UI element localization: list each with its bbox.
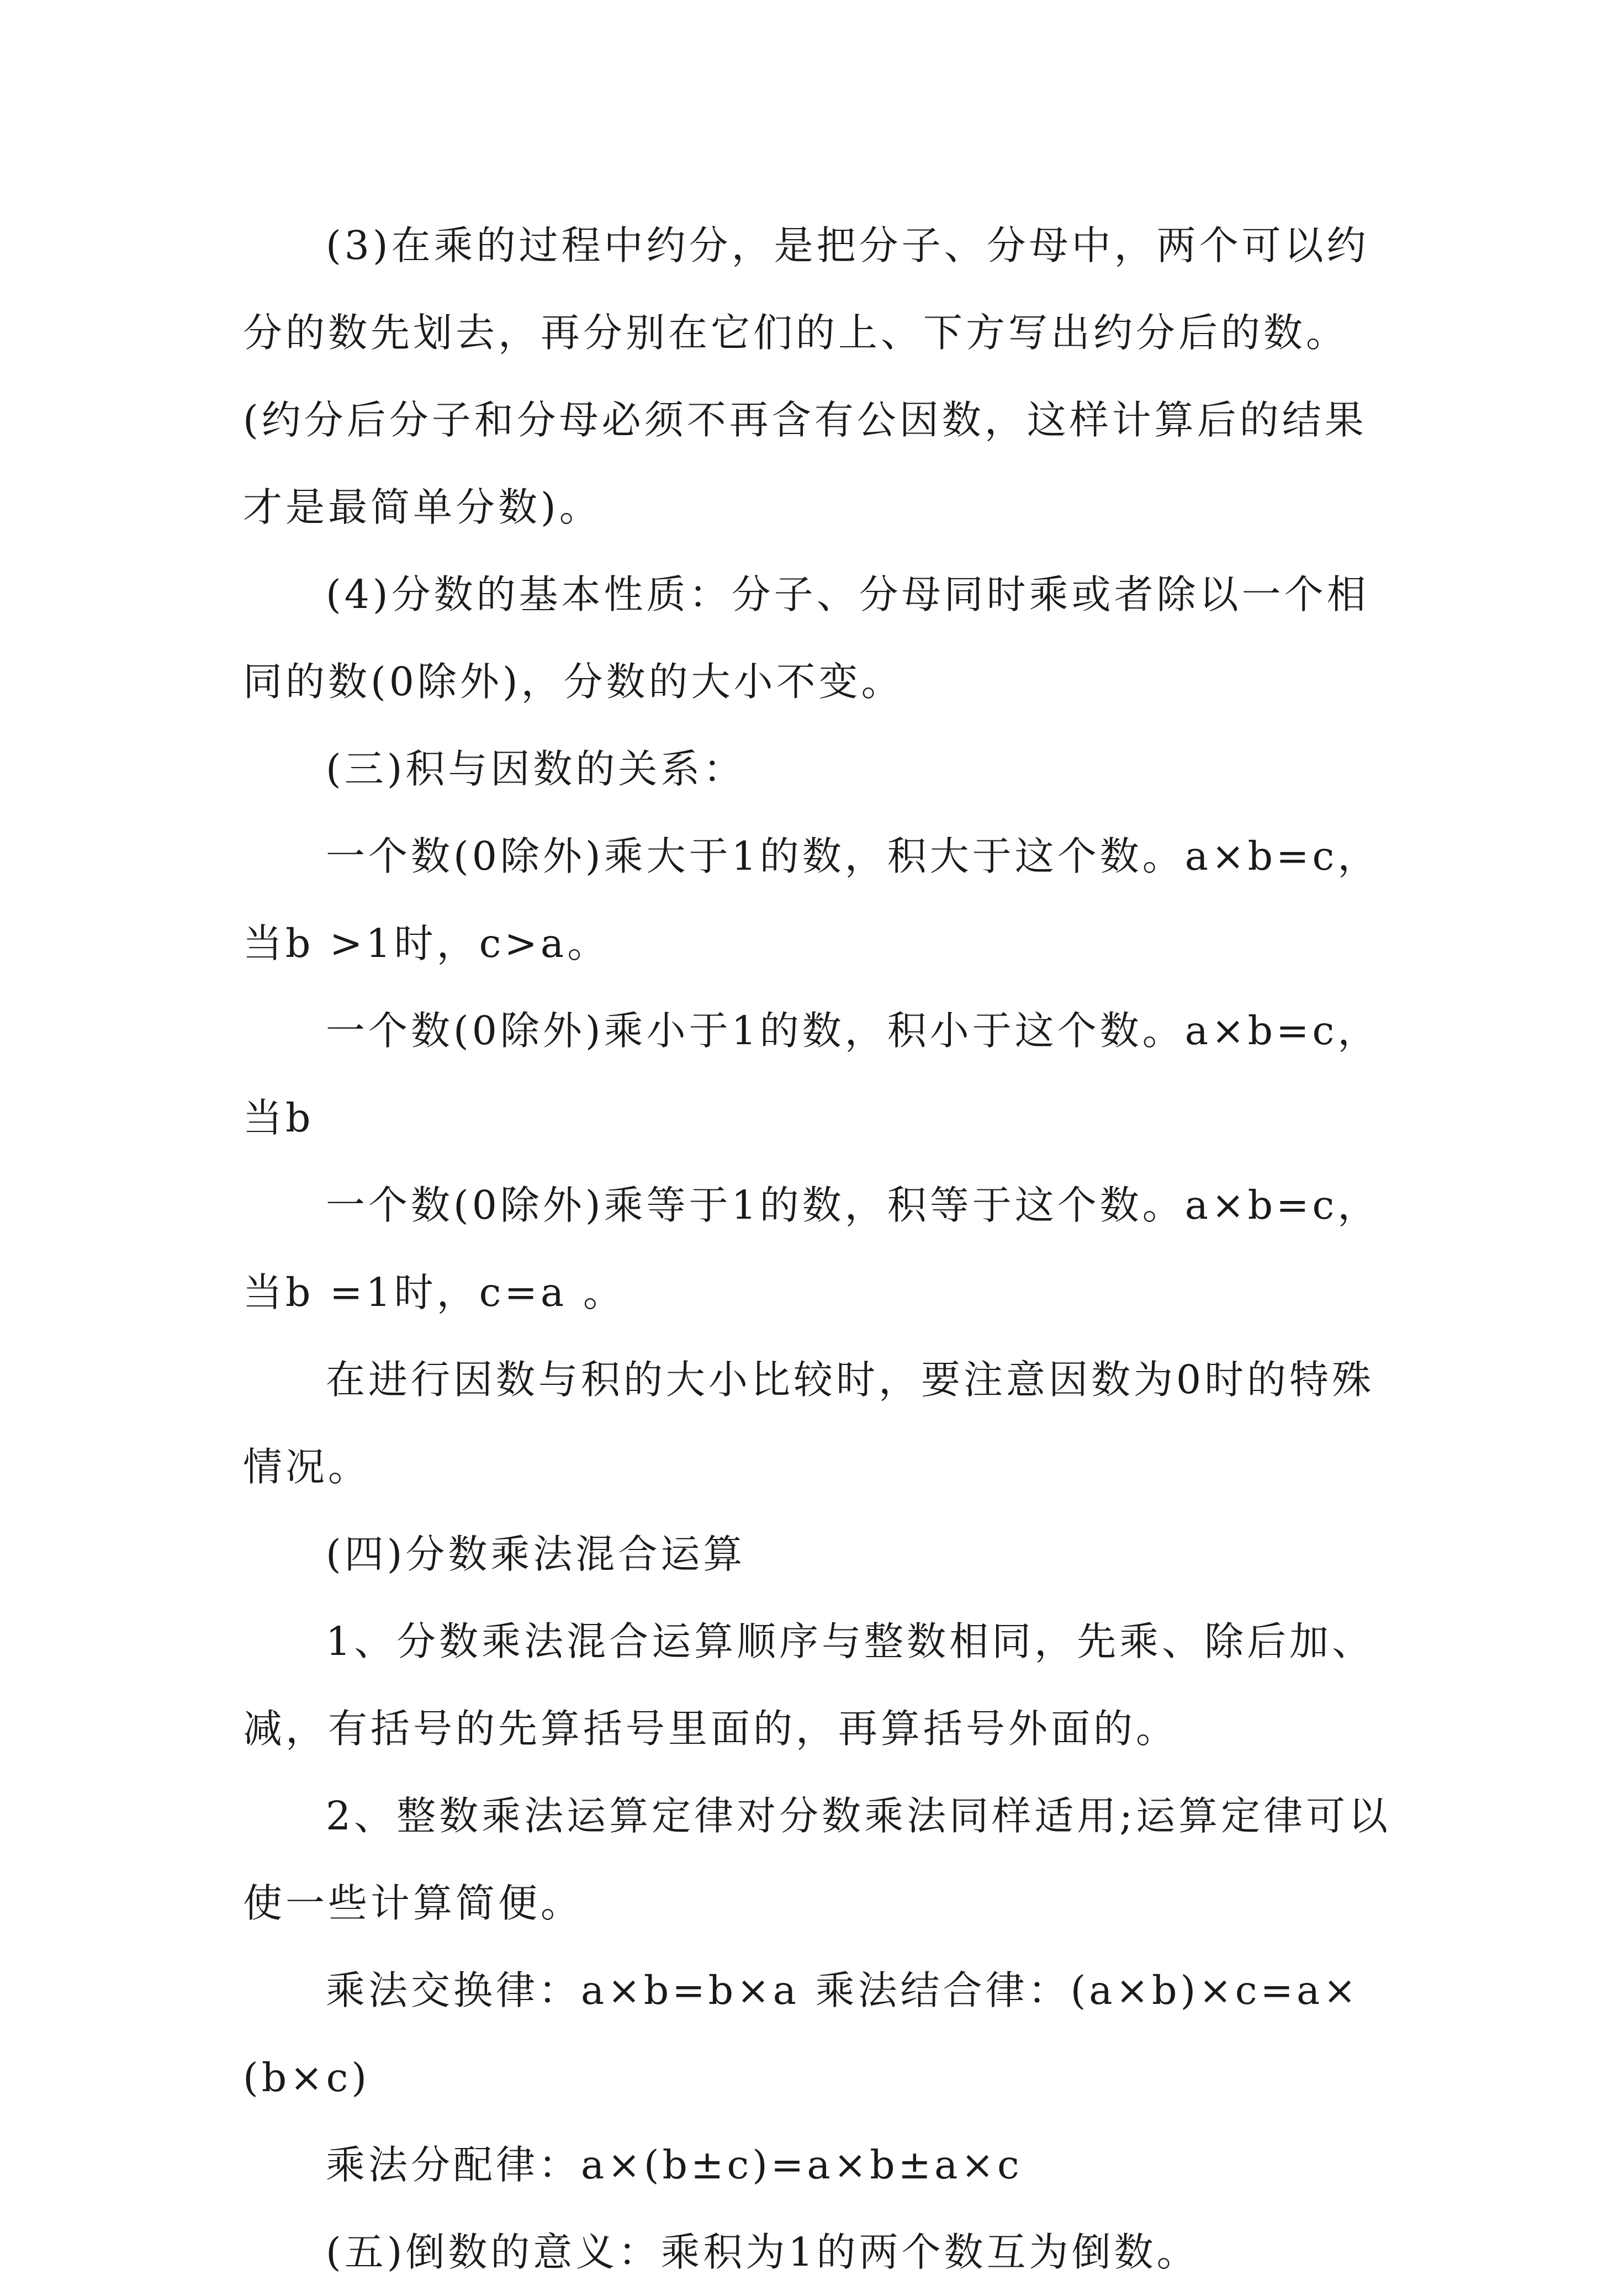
paragraph-greater-than-one: 一个数(0除外)乘大于1的数，积大于这个数。a×b=c，当b >1时，c>a。 — [243, 833, 1380, 966]
paragraph-reduce-during-multiply: (3)在乘的过程中约分，是把分子、分母中，两个可以约分的数先划去，再分别在它们的上、下方写出约分后的数。(约分后分子和分母必须不再含有公因数，这样计算后的结果才是最简单分数)。 — [243, 223, 1369, 530]
section-heading-mixed-operations: (四)分数乘法混合运算 — [326, 1531, 746, 1577]
section-heading-reciprocal: (五)倒数的意义：乘积为1的两个数互为倒数。 — [326, 2229, 1199, 2275]
paragraph-commutative-associative: 乘法交换律：a×b=b×a 乘法结合律：(a×b)×c=a×(b×c) — [243, 1967, 1359, 2101]
paragraph-laws-apply: 2、整数乘法运算定律对分数乘法同样适用;运算定律可以使一些计算简便。 — [243, 1793, 1391, 1926]
document-body — [243, 202, 1391, 2296]
section-heading-product-factor: (三)积与因数的关系： — [326, 746, 746, 792]
paragraph-less-than-one: 一个数(0除外)乘小于1的数，积小于这个数。a×b=c，当b — [243, 1008, 1380, 1141]
paragraph-equal-to-one: 一个数(0除外)乘等于1的数，积等于这个数。a×b=c，当b =1时，c=a 。 — [243, 1182, 1380, 1315]
paragraph-operation-order: 1、分数乘法混合运算顺序与整数相同，先乘、除后加、减，有括号的先算括号里面的，再算括号外面的。 — [243, 1618, 1375, 1752]
paragraph-distributive: 乘法分配律：a×(b±c)=a×b±a×c — [326, 2142, 1023, 2188]
paragraph-fraction-basic-property: (4)分数的基本性质：分子、分母同时乘或者除以一个相同的数(0除外)，分数的大小不变。 — [243, 572, 1369, 705]
paragraph-zero-special-case: 在进行因数与积的大小比较时，要注意因数为0时的特殊情况。 — [243, 1357, 1375, 1490]
